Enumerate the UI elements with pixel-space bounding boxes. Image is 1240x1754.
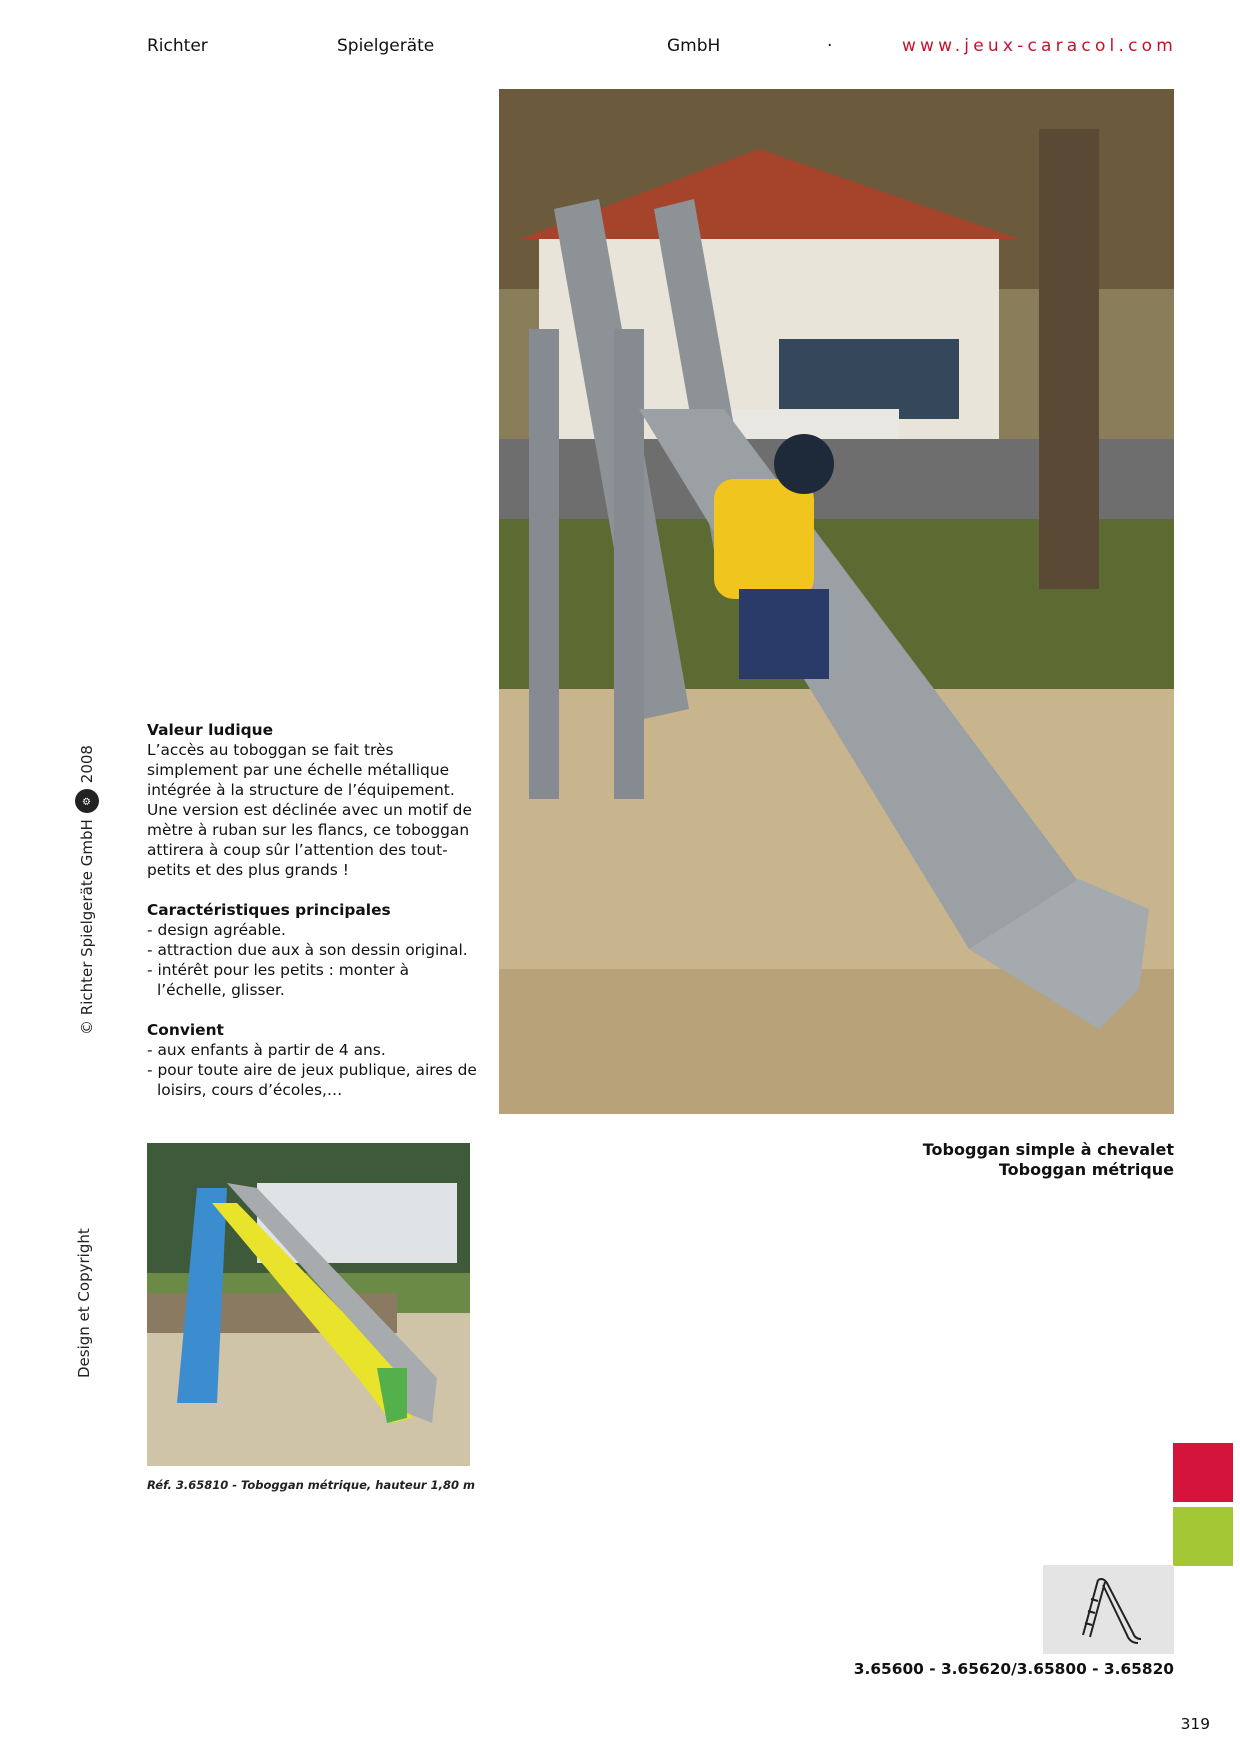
section-heading: Caractéristiques principales [147, 901, 391, 919]
reference-numbers: 3.65600 - 3.65620/3.65800 - 3.65820 [853, 1660, 1174, 1678]
list-item: - pour toute aire de jeux publique, aires de loisirs, cours d’écoles,… [147, 1060, 477, 1100]
main-product-photo [499, 89, 1174, 1114]
company-word: GmbH [667, 36, 721, 56]
slide-pictogram-svg [1043, 1565, 1174, 1654]
section-heading: Convient [147, 1021, 224, 1039]
product-title: Toboggan simple à chevalet [922, 1140, 1174, 1159]
copyright-vertical [75, 745, 99, 1035]
copyright-year: 2008 [78, 745, 96, 784]
section-heading: Valeur ludique [147, 721, 274, 739]
website-url[interactable]: www.jeux-caracol.com [901, 36, 1177, 56]
slide-icon [1043, 1565, 1174, 1654]
small-photo-caption: Réf. 3.65810 - Toboggan métrique, hauteur 1,80 m [147, 1478, 475, 1492]
list-item: - intérêt pour les petits : monter à l’échelle, glisser. [147, 960, 477, 1000]
suitability-list [147, 1040, 477, 1100]
list-item: - attraction due aux à son dessin original. [147, 940, 477, 960]
product-title: Toboggan métrique [998, 1160, 1174, 1179]
small-product-photo [147, 1143, 470, 1466]
feature-list [147, 920, 477, 1000]
page-header [147, 36, 1177, 60]
caracol-logo-icon: ⚙ [75, 789, 99, 813]
category-tab-green [1173, 1507, 1233, 1566]
company-word: Spielgeräte [337, 36, 435, 56]
description-column [147, 720, 477, 1120]
category-tab-red [1173, 1443, 1233, 1502]
design-copyright-vertical: Design et Copyright [75, 1228, 93, 1378]
company-word: Richter [147, 36, 208, 56]
list-item: - aux enfants à partir de 4 ans. [147, 1040, 477, 1060]
product-titles [923, 1140, 1174, 1180]
slide-photo-illustration [499, 89, 1174, 1114]
section-body: L’accès au toboggan se fait très simplement par une échelle métallique intégrée à la structure de l’équipement. Une version est déclinée avec un motif de mètre à ruban sur les flancs, ce toboggan attirera à coup sûr l’attention des tout-petits et des plus grands ! [147, 741, 472, 879]
copyright-text: © Richter Spielgeräte GmbH [78, 819, 96, 1035]
page-number: 319 [1180, 1715, 1210, 1733]
company-word: · [827, 36, 833, 56]
metric-slide-illustration [147, 1143, 470, 1466]
list-item: - design agréable. [147, 920, 477, 940]
